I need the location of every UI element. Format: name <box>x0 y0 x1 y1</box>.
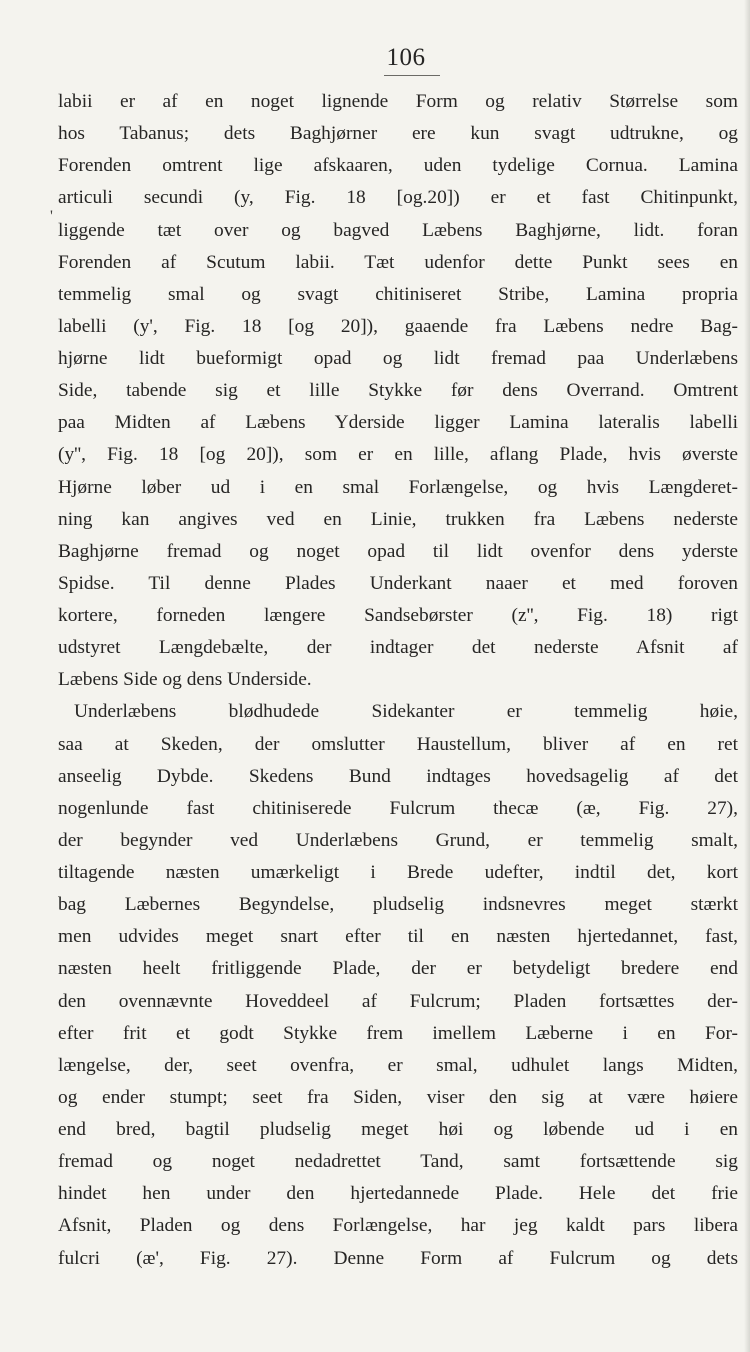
text-line: Side, tabende sig et lille Stykke før dens Overrand. Omtrent <box>58 380 738 402</box>
text-line: saa at Skeden, der omslutter Haustellum, bliver af en ret <box>58 733 738 755</box>
text-line-paragraph-end: Læbens Side og dens Underside. <box>58 669 312 691</box>
text-line: hos Tabanus; dets Baghjørner ere kun svagt udtrukne, og <box>58 123 738 145</box>
text-line: nogenlunde fast chitiniserede Fulcrum thecæ (æ, Fig. 27), <box>58 797 738 819</box>
text-line: ning kan angives ved en Linie, trukken fra Læbens nederste <box>58 508 738 530</box>
page-edge-shadow <box>744 0 750 1352</box>
text-line: den ovennævnte Hoveddeel af Fulcrum; Pladen fortsættes der- <box>58 990 738 1012</box>
text-line: anseelig Dybde. Skedens Bund indtages hovedsagelig af det <box>58 765 738 787</box>
text-line: labii er af en noget lignende Form og relativ Størrelse som <box>58 91 738 112</box>
text-line: udstyret Længdebælte, der indtager det nederste Afsnit af <box>58 637 738 659</box>
text-line: Baghjørne fremad og noget opad til lidt ovenfor dens yderste <box>58 540 738 562</box>
page-number-underline <box>384 75 440 76</box>
text-line: bag Læbernes Begyndelse, pludselig indsnevres meget stærkt <box>58 894 738 916</box>
text-line: temmelig smal og svagt chitiniseret Stribe, Lamina propria <box>58 283 738 305</box>
text-line: fremad og noget nedadrettet Tand, samt fortsættende sig <box>58 1151 738 1173</box>
text-line: længelse, der, seet ovenfra, er smal, udhulet langs Midten, <box>58 1054 738 1076</box>
text-line: liggende tæt over og bagved Læbens Baghjørne, lidt. foran <box>58 219 738 241</box>
text-line: der begynder ved Underlæbens Grund, er temmelig smalt, <box>58 829 738 851</box>
text-line: næsten heelt fritliggende Plade, der er betydeligt bredere end <box>58 958 738 980</box>
text-line: Spidse. Til denne Plades Underkant naaer et med foroven <box>58 572 738 594</box>
text-line: end bred, bagtil pludselig meget høi og løbende ud i en <box>58 1119 738 1140</box>
text-line-paragraph-start: Underlæbens blødhudede Sidekanter er temmelig høie, <box>74 701 738 723</box>
text-line: efter frit et godt Stykke frem imellem Læberne i en For- <box>58 1022 738 1044</box>
text-line: hindet hen under den hjertedannede Plade. Hele det frie <box>58 1183 738 1205</box>
text-line: men udvides meget snart efter til en næsten hjertedannet, fast, <box>58 926 738 948</box>
text-line: labelli (y', Fig. 18 [og 20]), gaaende fra Læbens nedre Bag- <box>58 315 738 337</box>
text-line: Forenden af Scutum labii. Tæt udenfor dette Punkt sees en <box>58 251 738 273</box>
page-number: 106 <box>386 44 426 71</box>
text-line: Forenden omtrent lige afskaaren, uden tydelige Cornua. Lamina <box>58 155 738 177</box>
text-line: (y'', Fig. 18 [og 20]), som er en lille, aflang Plade, hvis øverste <box>58 444 738 466</box>
text-line: kortere, forneden længere Sandsebørster (z'', Fig. 18) rigt <box>58 605 738 626</box>
text-line: articuli secundi (y, Fig. 18 [og.20]) er et fast Chitinpunkt, <box>58 187 738 209</box>
body-text <box>58 86 738 1275</box>
text-line: og ender stumpt; seet fra Siden, viser den sig at være høiere <box>58 1086 738 1108</box>
text-line: paa Midten af Læbens Yderside ligger Lamina lateralis labelli <box>58 412 738 434</box>
text-line: tiltagende næsten umærkeligt i Brede udefter, indtil det, kort <box>58 862 738 883</box>
text-line: Afsnit, Pladen og dens Forlængelse, har jeg kaldt pars libera <box>58 1215 738 1237</box>
text-line: Hjørne løber ud i en smal Forlængelse, og hvis Længderet- <box>58 476 738 498</box>
text-line: hjørne lidt bueformigt opad og lidt fremad paa Underlæbens <box>58 348 738 369</box>
text-line: fulcri (æ', Fig. 27). Denne Form af Fulcrum og dets <box>58 1247 738 1269</box>
margin-mark: ' <box>50 208 53 225</box>
